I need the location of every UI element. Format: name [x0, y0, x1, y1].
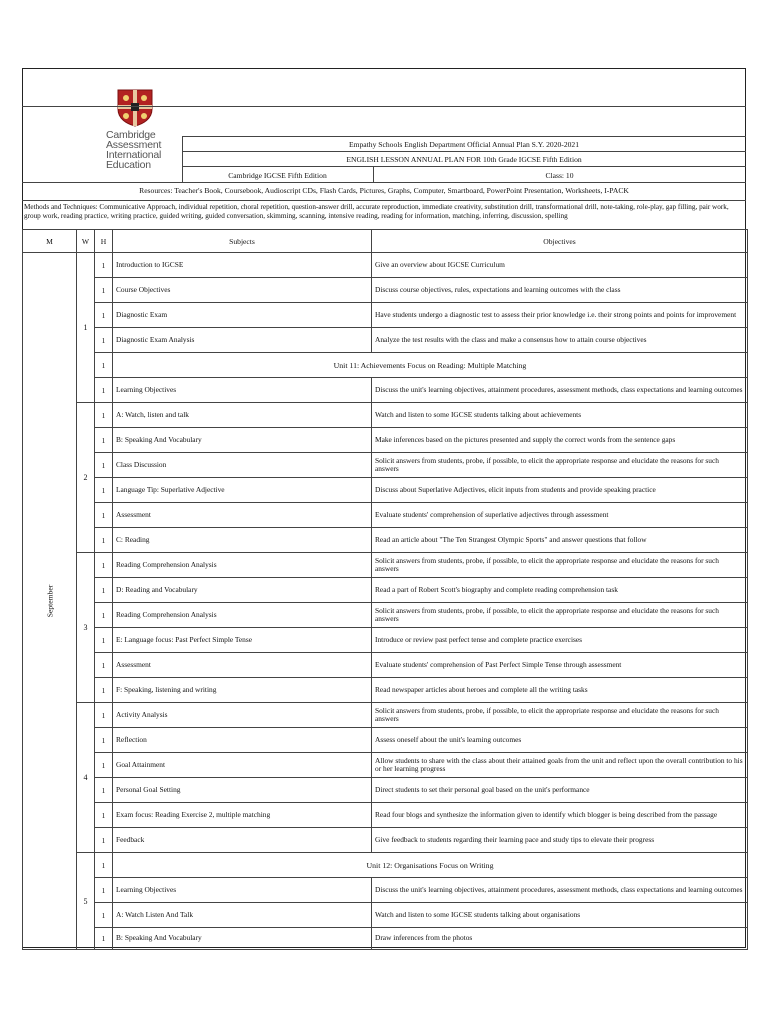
- table-row: [23, 478, 748, 503]
- subject-cell: Reading Comprehension Analysis: [113, 603, 372, 628]
- unit-title: Unit 11: Achievements Focus on Reading: Multiple Matching: [113, 353, 748, 378]
- subject-cell: B: Speaking And Vocabulary: [113, 428, 372, 453]
- divider: [182, 136, 746, 137]
- table-row: [23, 753, 748, 778]
- subject-cell: Exam focus: Reading Exercise 2, multiple matching: [113, 803, 372, 828]
- divider: [22, 182, 746, 183]
- table-row: [23, 803, 748, 828]
- hour-cell: 1: [95, 353, 113, 378]
- table-row: [23, 628, 748, 653]
- table-row: [23, 453, 748, 478]
- table-row: [23, 303, 748, 328]
- subject-cell: Feedback: [113, 828, 372, 853]
- hour-cell: 1: [95, 628, 113, 653]
- subject-cell: Diagnostic Exam Analysis: [113, 328, 372, 353]
- hour-cell: 1: [95, 553, 113, 578]
- objective-cell: Give an overview about IGCSE Curriculum: [372, 253, 748, 278]
- subject-cell: F: Speaking, listening and writing: [113, 678, 372, 703]
- unit-row: [23, 853, 748, 878]
- table-row: [23, 578, 748, 603]
- objective-cell: Assess oneself about the unit's learning outcomes: [372, 728, 748, 753]
- hour-cell: 1: [95, 828, 113, 853]
- table-row: [23, 703, 748, 728]
- subject-cell: Goal Attainment: [113, 753, 372, 778]
- table-row: [23, 903, 748, 928]
- hour-cell: 1: [95, 928, 113, 950]
- school-title: Empathy Schools English Department Official Annual Plan S.Y. 2020-2021: [348, 140, 580, 149]
- subject-cell: Assessment: [113, 503, 372, 528]
- objective-cell: Introduce or review past perfect tense and complete practice exercises: [372, 628, 748, 653]
- header-hour: H: [95, 230, 113, 253]
- week-cell: 3: [77, 553, 95, 703]
- subject-cell: Learning Objectives: [113, 378, 372, 403]
- subject-cell: B: Speaking And Vocabulary: [113, 928, 372, 950]
- subject-cell: Activity Analysis: [113, 703, 372, 728]
- table-row: [23, 378, 748, 403]
- hour-cell: 1: [95, 403, 113, 428]
- objective-cell: Make inferences based on the pictures presented and supply the correct words from the sentence gaps: [372, 428, 748, 453]
- hour-cell: 1: [95, 703, 113, 728]
- divider: [182, 151, 746, 152]
- table-row: [23, 503, 748, 528]
- objective-cell: Direct students to set their personal goal based on the unit's performance: [372, 778, 748, 803]
- objective-cell: Solicit answers from students, probe, if possible, to elicit the appropriate response and elucidate the reasons for such answers: [372, 553, 748, 578]
- unit-row: [23, 353, 748, 378]
- logo-line: Cambridge: [106, 129, 156, 141]
- table-row: [23, 928, 748, 950]
- objective-cell: Have students undergo a diagnostic test to assess their prior knowledge i.e. their strong points and points for improvement: [372, 303, 748, 328]
- objective-cell: Allow students to share with the class about their attained goals from the unit and reflect upon the overall contribution to his or her learning progress: [372, 753, 748, 778]
- lesson-plan-table: [22, 229, 748, 950]
- objective-cell: Read a part of Robert Scott's biography and complete reading comprehension task: [372, 578, 748, 603]
- hour-cell: 1: [95, 303, 113, 328]
- logo-line: Assessment: [106, 139, 162, 151]
- table-row: [23, 278, 748, 303]
- objective-cell: Solicit answers from students, probe, if possible, to elicit the appropriate response and elucidate the reasons for such answers: [372, 453, 748, 478]
- hour-cell: 1: [95, 253, 113, 278]
- subject-cell: Reflection: [113, 728, 372, 753]
- hour-cell: 1: [95, 753, 113, 778]
- objective-cell: Discuss course objectives, rules, expectations and learning outcomes with the class: [372, 278, 748, 303]
- table-row: [23, 428, 748, 453]
- hour-cell: 1: [95, 803, 113, 828]
- class-label: Class: 10: [545, 171, 574, 180]
- subject-cell: Introduction to IGCSE: [113, 253, 372, 278]
- table-row: [23, 528, 748, 553]
- week-cell: 5: [77, 853, 95, 950]
- subject-cell: Assessment: [113, 653, 372, 678]
- subject-cell: D: Reading and Vocabulary: [113, 578, 372, 603]
- subject-cell: Class Discussion: [113, 453, 372, 478]
- objective-cell: Draw inferences from the photos: [372, 928, 748, 950]
- logo-line: International: [106, 149, 162, 161]
- objective-cell: Watch and listen to some IGCSE students talking about achievements: [372, 403, 748, 428]
- objective-cell: Watch and listen to some IGCSE students talking about organisations: [372, 903, 748, 928]
- subject-cell: Personal Goal Setting: [113, 778, 372, 803]
- hour-cell: 1: [95, 853, 113, 878]
- table-row: [23, 328, 748, 353]
- plan-title: ENGLISH LESSON ANNUAL PLAN FOR 10th Grade IGCSE Fifth Edition: [346, 155, 582, 164]
- book-title: Cambridge IGCSE Fifth Edition: [228, 171, 327, 180]
- header-subjects: Subjects: [113, 230, 372, 253]
- hour-cell: 1: [95, 428, 113, 453]
- hour-cell: 1: [95, 503, 113, 528]
- objective-cell: Read newspaper articles about heroes and complete all the writing tasks: [372, 678, 748, 703]
- month-label: September: [45, 584, 54, 618]
- table-row: [23, 778, 748, 803]
- logo-text: [106, 130, 164, 170]
- shield-icon: [117, 89, 153, 127]
- subject-cell: C: Reading: [113, 528, 372, 553]
- table-row: [23, 678, 748, 703]
- divider: [22, 200, 746, 201]
- week-cell: 4: [77, 703, 95, 853]
- hour-cell: 1: [95, 453, 113, 478]
- hour-cell: 1: [95, 603, 113, 628]
- hour-cell: 1: [95, 653, 113, 678]
- methods-text: Methods and Techniques: Communicative Approach, individual repetition, choral repetition, question-answer drill, accurate reproduction, immediate creativity, substitution drill, transformational drill, note-taking, role-play, gap filling, pair work, group work, reading practice, writing practice, guided writing, guided conversation, skimming, scanning, intensive reading, reading for information, matching, inferring, discussion, spelling: [24, 203, 729, 220]
- resources-text: Resources: Teacher's Book, Coursebook, Audioscript CDs, Flash Cards, Pictures, Graphs, Computer, Smartboard, PowerPoint Presentation, Worksheets, I-PACK: [139, 186, 629, 195]
- table-row: [23, 553, 748, 578]
- table-row: [23, 403, 748, 428]
- hour-cell: 1: [95, 878, 113, 903]
- subject-cell: Course Objectives: [113, 278, 372, 303]
- divider: [22, 106, 746, 107]
- hour-cell: 1: [95, 578, 113, 603]
- table-row: [23, 828, 748, 853]
- hour-cell: 1: [95, 328, 113, 353]
- objective-cell: Give feedback to students regarding their learning pace and study tips to elevate their progress: [372, 828, 748, 853]
- objective-cell: Evaluate students' comprehension of superlative adjectives through assessment: [372, 503, 748, 528]
- objective-cell: Solicit answers from students, probe, if possible, to elicit the appropriate response and elucidate the reasons for such answers: [372, 603, 748, 628]
- divider: [182, 166, 746, 167]
- subject-cell: Reading Comprehension Analysis: [113, 553, 372, 578]
- objective-cell: Analyze the test results with the class and make a consensus how to attain course objectives: [372, 328, 748, 353]
- table-header-row: [23, 230, 748, 253]
- week-cell: 2: [77, 403, 95, 553]
- month-cell: [23, 253, 77, 950]
- header-month: M: [23, 230, 77, 253]
- objective-cell: Discuss the unit's learning objectives, attainment procedures, assessment methods, class expectations and learning outcomes: [372, 378, 748, 403]
- header-objectives: Objectives: [372, 230, 748, 253]
- subject-cell: Learning Objectives: [113, 878, 372, 903]
- hour-cell: 1: [95, 778, 113, 803]
- cambridge-logo: [106, 89, 164, 170]
- logo-line: Education: [106, 159, 151, 171]
- hour-cell: 1: [95, 678, 113, 703]
- subject-cell: A: Watch, listen and talk: [113, 403, 372, 428]
- subject-cell: A: Watch Listen And Talk: [113, 903, 372, 928]
- hour-cell: 1: [95, 528, 113, 553]
- subject-cell: E: Language focus: Past Perfect Simple Tense: [113, 628, 372, 653]
- subject-cell: Diagnostic Exam: [113, 303, 372, 328]
- table-row: [23, 603, 748, 628]
- objective-cell: Discuss the unit's learning objectives, attainment procedures, assessment methods, class expectations and learning outcomes: [372, 878, 748, 903]
- table-row: [23, 728, 748, 753]
- objective-cell: Read four blogs and synthesize the information given to identify which blogger is being described from the passage: [372, 803, 748, 828]
- objective-cell: Discuss about Superlative Adjectives, elicit inputs from students and provide speaking practice: [372, 478, 748, 503]
- hour-cell: 1: [95, 728, 113, 753]
- objective-cell: Evaluate students' comprehension of Past Perfect Simple Tense through assessment: [372, 653, 748, 678]
- hour-cell: 1: [95, 278, 113, 303]
- unit-title: Unit 12: Organisations Focus on Writing: [113, 853, 748, 878]
- hour-cell: 1: [95, 903, 113, 928]
- objective-cell: Solicit answers from students, probe, if possible, to elicit the appropriate response and elucidate the reasons for such answers: [372, 703, 748, 728]
- table-row: [23, 878, 748, 903]
- hour-cell: 1: [95, 378, 113, 403]
- table-row: [23, 653, 748, 678]
- subject-cell: Language Tip: Superlative Adjective: [113, 478, 372, 503]
- objective-cell: Read an article about "The Ten Strangest Olympic Sports" and answer questions that follow: [372, 528, 748, 553]
- week-cell: 1: [77, 253, 95, 403]
- header-week: W: [77, 230, 95, 253]
- hour-cell: 1: [95, 478, 113, 503]
- table-row: [23, 253, 748, 278]
